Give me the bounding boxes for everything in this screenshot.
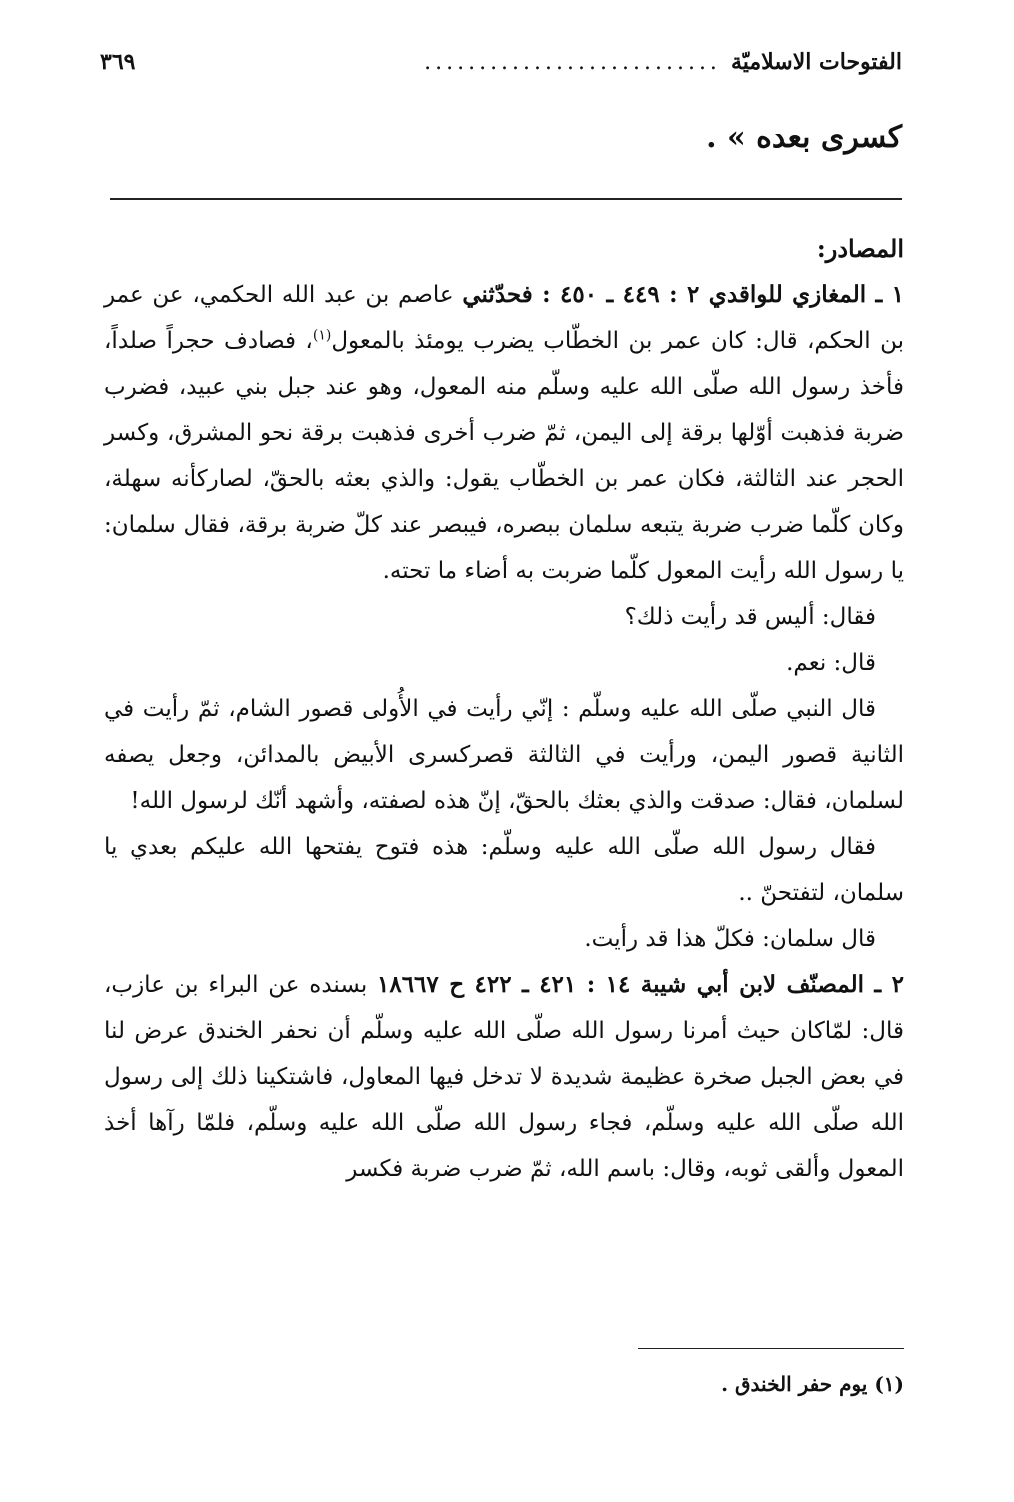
dialogue-line-1: فقال: أليس قد رأيت ذلك؟: [624, 604, 876, 630]
sources-section: [104, 226, 904, 1192]
source-2-citation: ٢ ـ المصنّف لابن أبي شيبة ١٤ : ٤٢١ ـ ٤٢٢ ح ١٨٦٦٧: [377, 971, 904, 998]
continued-text: كسرى بعده » .: [706, 120, 902, 155]
book-title: الفتوحات الاسلاميّة: [730, 49, 902, 75]
section-divider: [110, 198, 902, 200]
source-entry-2: [104, 962, 904, 1192]
dialogue-line-2: قال: نعم.: [786, 650, 876, 676]
dialogue-line-5: قال سلمان: فكلّ هذا قد رأيت.: [584, 926, 876, 952]
dialogue-line-4: فقال رسول الله صلّى الله عليه وسلّم: هذه فتوح يفتحها الله عليكم بعدي يا سلمان، لتفتحنّ ..: [104, 834, 904, 906]
footnote-divider: [638, 1348, 904, 1349]
source-1-text-b: ، فصادف حجراً صلداً، فأخذ رسول الله صلّى الله عليه وسلّم منه المعول، وهو عند جبل بني عبيد، فضرب ضربة فذهبت أوّلها برقة إلى اليمن، ثمّ ضرب أخرى فذهبت برقة نحو المشرق، وكسر الحجر عند الثالثة، فكان عمر بن الخطّاب يقول: والذي بعثه بالحقّ، لصاركأنه سهلة، وكان كلّما ضرب ضربة يتبعه سلمان ببصره، فيبصر عند كلّ ضربة برقة، فقال سلمان: يا رسول الله رأيت المعول كلّما ضربت به أضاء ما تحته.: [104, 328, 904, 584]
source-1-citation: ١ ـ المغازي للواقدي ٢ : ٤٤٩ ـ ٤٥٠ : فحدّثني: [462, 281, 905, 308]
source-1-text-a: عاصم بن عبد الله الحكمي، عن عمر بن الحكم، قال: كان عمر بن الخطّاب يضرب يومئذ بالمعول: [104, 282, 904, 354]
sources-title: المصادر:: [816, 234, 904, 263]
source-2-text: بسنده عن البراء بن عازب، قال: لمّاكان حيث أمرنا رسول الله صلّى الله عليه وسلّم أن نحفر الخندق عرض لنا في بعض الجبل صخرة عظيمة شديدة لا تدخل فيها المعاول، فاشتكينا ذلك إلى رسول الله صلّى الله عليه وسلّم، فجاء رسول الله صلّى الله عليه وسلّم، فلمّا رآها أخذ المعول وألقى ثوبه، وقال: باسم الله، ثمّ ضرب ضربة فكسر: [104, 972, 904, 1182]
leader-dots: ...........................: [424, 49, 721, 75]
running-header: [100, 44, 902, 80]
footnote: (١) يوم حفر الخندق .: [721, 1372, 904, 1396]
source-entry-1: [104, 272, 904, 594]
footnote-reference: (١): [312, 327, 332, 344]
page-number: ٣٦٩: [100, 49, 136, 75]
dialogue-line-3: قال النبي صلّى الله عليه وسلّم : إنّي رأيت في الأُولى قصور الشام، ثمّ رأيت في الثانية قصور اليمن، ورأيت في الثالثة قصركسرى الأبيض بالمدائن، وجعل يصفه لسلمان، فقال: صدقت والذي بعثك بالحقّ، إنّ هذه لصفته، وأشهد أنّك لرسول الله!: [104, 696, 904, 814]
